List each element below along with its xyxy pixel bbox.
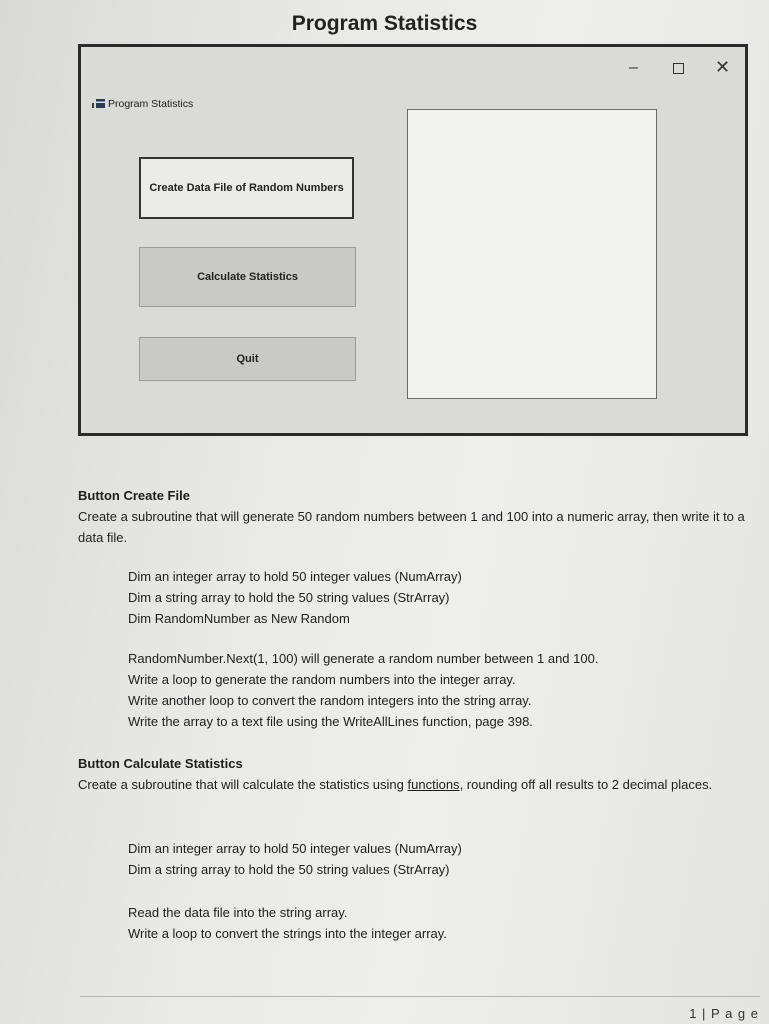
intro-text: , rounding off all results to 2 decimal places.	[459, 777, 713, 792]
create-dims-list	[128, 566, 748, 629]
section-intro	[78, 774, 758, 795]
functions-link: functions	[407, 777, 460, 792]
list-item: Dim a string array to hold the 50 string values (StrArray)	[128, 862, 450, 877]
footer-divider	[80, 996, 760, 997]
section-heading: Button Create File	[78, 488, 190, 503]
calculate-statistics-button[interactable]: Calculate Statistics	[139, 247, 356, 307]
create-data-file-button[interactable]: Create Data File of Random Numbers	[139, 157, 354, 219]
minimize-icon[interactable]: –	[629, 59, 638, 76]
section-intro: Create a subroutine that will generate 50 random numbers between 1 and 100 into a numeric array, then write it to a data file.	[78, 509, 745, 545]
list-item: Dim a string array to hold the 50 string values (StrArray)	[128, 590, 450, 605]
list-item: Write another loop to convert the random integers into the string array.	[128, 693, 532, 708]
list-item: RandomNumber.Next(1, 100) will generate a random number between 1 and 100.	[128, 651, 599, 666]
list-item: Write the array to a text file using the WriteAllLines function, page 398.	[128, 714, 533, 729]
list-item: Read the data file into the string array.	[128, 905, 348, 920]
quit-button[interactable]: Quit	[139, 337, 356, 381]
calc-steps-list	[128, 902, 748, 944]
intro-text: Create a subroutine that will calculate the statistics using	[78, 777, 408, 792]
close-icon[interactable]: ✕	[715, 57, 731, 77]
page-footer	[689, 1006, 759, 1021]
calc-dims-list	[128, 838, 748, 880]
section-calculate-statistics	[78, 753, 758, 795]
maximize-icon[interactable]	[673, 63, 684, 74]
form-title: Program Statistics	[108, 98, 194, 110]
list-item: Dim an integer array to hold 50 integer values (NumArray)	[128, 569, 462, 584]
results-listbox[interactable]	[407, 109, 657, 399]
program-statistics-window	[78, 44, 748, 436]
list-item: Write a loop to generate the random numbers into the integer array.	[128, 672, 516, 687]
list-item: Write a loop to convert the strings into the integer array.	[128, 926, 447, 941]
list-item: Dim an integer array to hold 50 integer values (NumArray)	[128, 841, 462, 856]
page-label: | P a g e	[702, 1006, 759, 1021]
list-item: Dim RandomNumber as New Random	[128, 611, 350, 626]
window-titlebar	[81, 47, 745, 95]
app-window-icon	[92, 99, 105, 112]
section-create-file	[78, 485, 758, 548]
document-title: Program Statistics	[291, 12, 478, 35]
section-heading: Button Calculate Statistics	[78, 756, 243, 771]
page-number: 1	[689, 1006, 698, 1021]
create-steps-list	[128, 648, 748, 732]
